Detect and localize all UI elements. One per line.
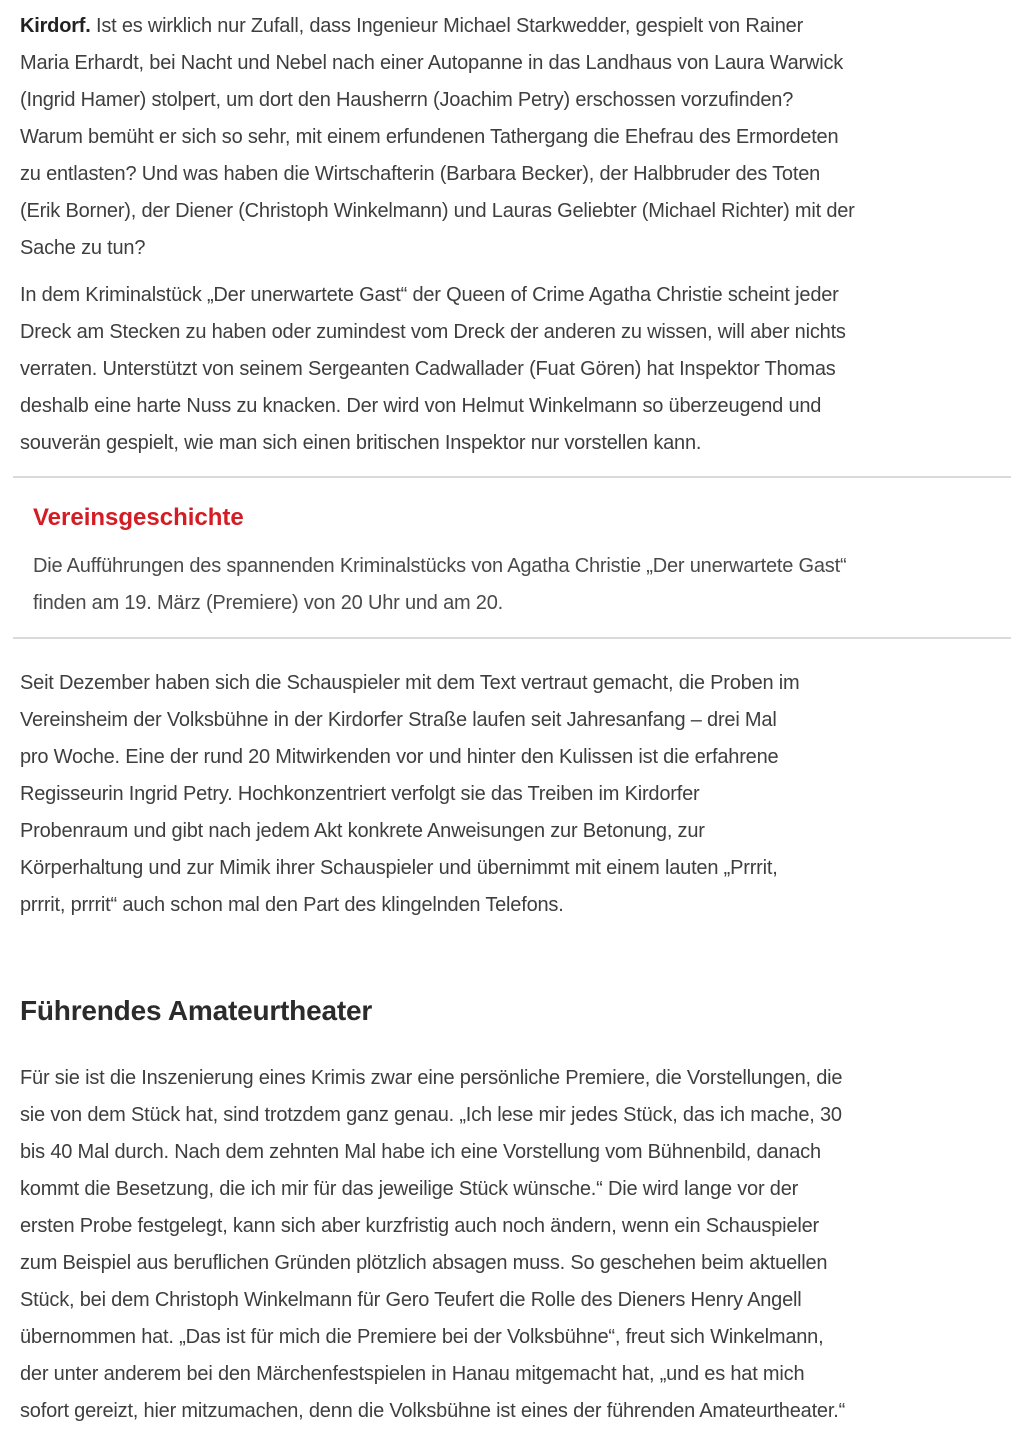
text-line: Probenraum und gibt nach jedem Akt konkrete Anweisungen zur Betonung, zur	[20, 820, 705, 842]
text-line: (Erik Borner), der Diener (Christoph Winkelmann) und Lauras Geliebter (Michael Richter) mit der	[20, 200, 855, 222]
paragraph-2	[20, 277, 1006, 462]
text-line: verraten. Unterstützt von seinem Sergeanten Cadwallader (Fuat Gören) hat Inspektor Thomas	[20, 358, 836, 380]
text-line: Die Aufführungen des spannenden Kriminalstücks von Agatha Christie „Der unerwartete Gast“	[33, 555, 847, 577]
text-line: Maria Erhardt, bei Nacht und Nebel nach einer Autopanne in das Landhaus von Laura Warwick	[20, 52, 844, 74]
intro-paragraph	[20, 8, 1006, 267]
text-line: In dem Kriminalstück „Der unerwartete Gast“ der Queen of Crime Agatha Christie scheint jeder	[20, 284, 839, 306]
paragraph-4	[20, 1060, 1006, 1430]
text-line: übernommen hat. „Das ist für mich die Premiere bei der Volksbühne“, freut sich Winkelmann,	[20, 1326, 824, 1348]
text-line: Dreck am Stecken zu haben oder zumindest vom Dreck der anderen zu wissen, will aber nichts	[20, 321, 846, 343]
text-line: Vereinsheim der Volksbühne in der Kirdorfer Straße laufen seit Jahresanfang – drei Mal	[20, 709, 777, 731]
text-line: der unter anderem bei den Märchenfestspielen in Hanau mitgemacht hat, „und es hat mich	[20, 1363, 805, 1385]
text-line: sofort gereizt, hier mitzumachen, denn die Volksbühne ist eines der führenden Amateurtheater.“	[20, 1400, 846, 1422]
text-line: souverän gespielt, wie man sich einen britischen Inspektor nur vorstellen kann.	[20, 432, 702, 454]
text-line: ersten Probe festgelegt, kann sich aber kurzfristig auch noch ändern, wenn ein Schauspieler	[20, 1215, 819, 1237]
paragraph-3	[20, 665, 1006, 924]
text-line	[20, 8, 1006, 45]
infobox-heading: Vereinsgeschichte	[33, 504, 244, 531]
text-line: Körperhaltung und zur Mimik ihrer Schauspieler und übernimmt mit einem lauten „Prrrit,	[20, 857, 778, 879]
infobox-text	[33, 548, 1024, 622]
text-line: zu entlasten? Und was haben die Wirtschafterin (Barbara Becker), der Halbbruder des Toten	[20, 163, 821, 185]
text-line: Warum bemüht er sich so sehr, mit einem erfundenen Tathergang die Ehefrau des Ermordeten	[20, 126, 839, 148]
infobox	[33, 504, 1006, 532]
text-line: finden am 19. März (Premiere) von 20 Uhr und am 20.	[33, 592, 504, 614]
intro-first-line-rest: Ist es wirklich nur Zufall, dass Ingenieur Michael Starkwedder, gespielt von Rainer	[90, 15, 804, 37]
text-line: deshalb eine harte Nuss zu knacken. Der wird von Helmut Winkelmann so überzeugend und	[20, 395, 822, 417]
text-line: prrrit, prrrit“ auch schon mal den Part des klingelnden Telefons.	[20, 894, 564, 916]
text-line: bis 40 Mal durch. Nach dem zehnten Mal habe ich eine Vorstellung vom Bühnenbild, danach	[20, 1141, 821, 1163]
text-line: sie von dem Stück hat, sind trotzdem ganz genau. „Ich lese mir jedes Stück, das ich mache, 30	[20, 1104, 842, 1126]
text-line: (Ingrid Hamer) stolpert, um dort den Hausherrn (Joachim Petry) erschossen vorzufinden?	[20, 89, 794, 111]
text-line: Sache zu tun?	[20, 237, 146, 259]
text-line: Für sie ist die Inszenierung eines Krimis zwar eine persönliche Premiere, die Vorstellungen, die	[20, 1067, 843, 1089]
section-divider-top	[13, 476, 1011, 478]
text-line: zum Beispiel aus beruflichen Gründen plötzlich absagen muss. So geschehen beim aktuellen	[20, 1252, 828, 1274]
subheading: Führendes Amateurtheater	[20, 995, 373, 1026]
text-line: Seit Dezember haben sich die Schauspieler mit dem Text vertraut gemacht, die Proben im	[20, 672, 800, 694]
text-line: Stück, bei dem Christoph Winkelmann für Gero Teufert die Rolle des Dieners Henry Angell	[20, 1289, 802, 1311]
intro-lead-word: Kirdorf.	[20, 15, 91, 37]
intro-lines	[20, 45, 1006, 267]
section-divider-bottom	[13, 637, 1011, 639]
text-line: pro Woche. Eine der rund 20 Mitwirkenden vor und hinter den Kulissen ist die erfahrene	[20, 746, 779, 768]
text-line: kommt die Besetzung, die ich mir für das jeweilige Stück wünsche.“ Die wird lange vor der	[20, 1178, 799, 1200]
text-line: Regisseurin Ingrid Petry. Hochkonzentriert verfolgt sie das Treiben im Kirdorfer	[20, 783, 700, 805]
